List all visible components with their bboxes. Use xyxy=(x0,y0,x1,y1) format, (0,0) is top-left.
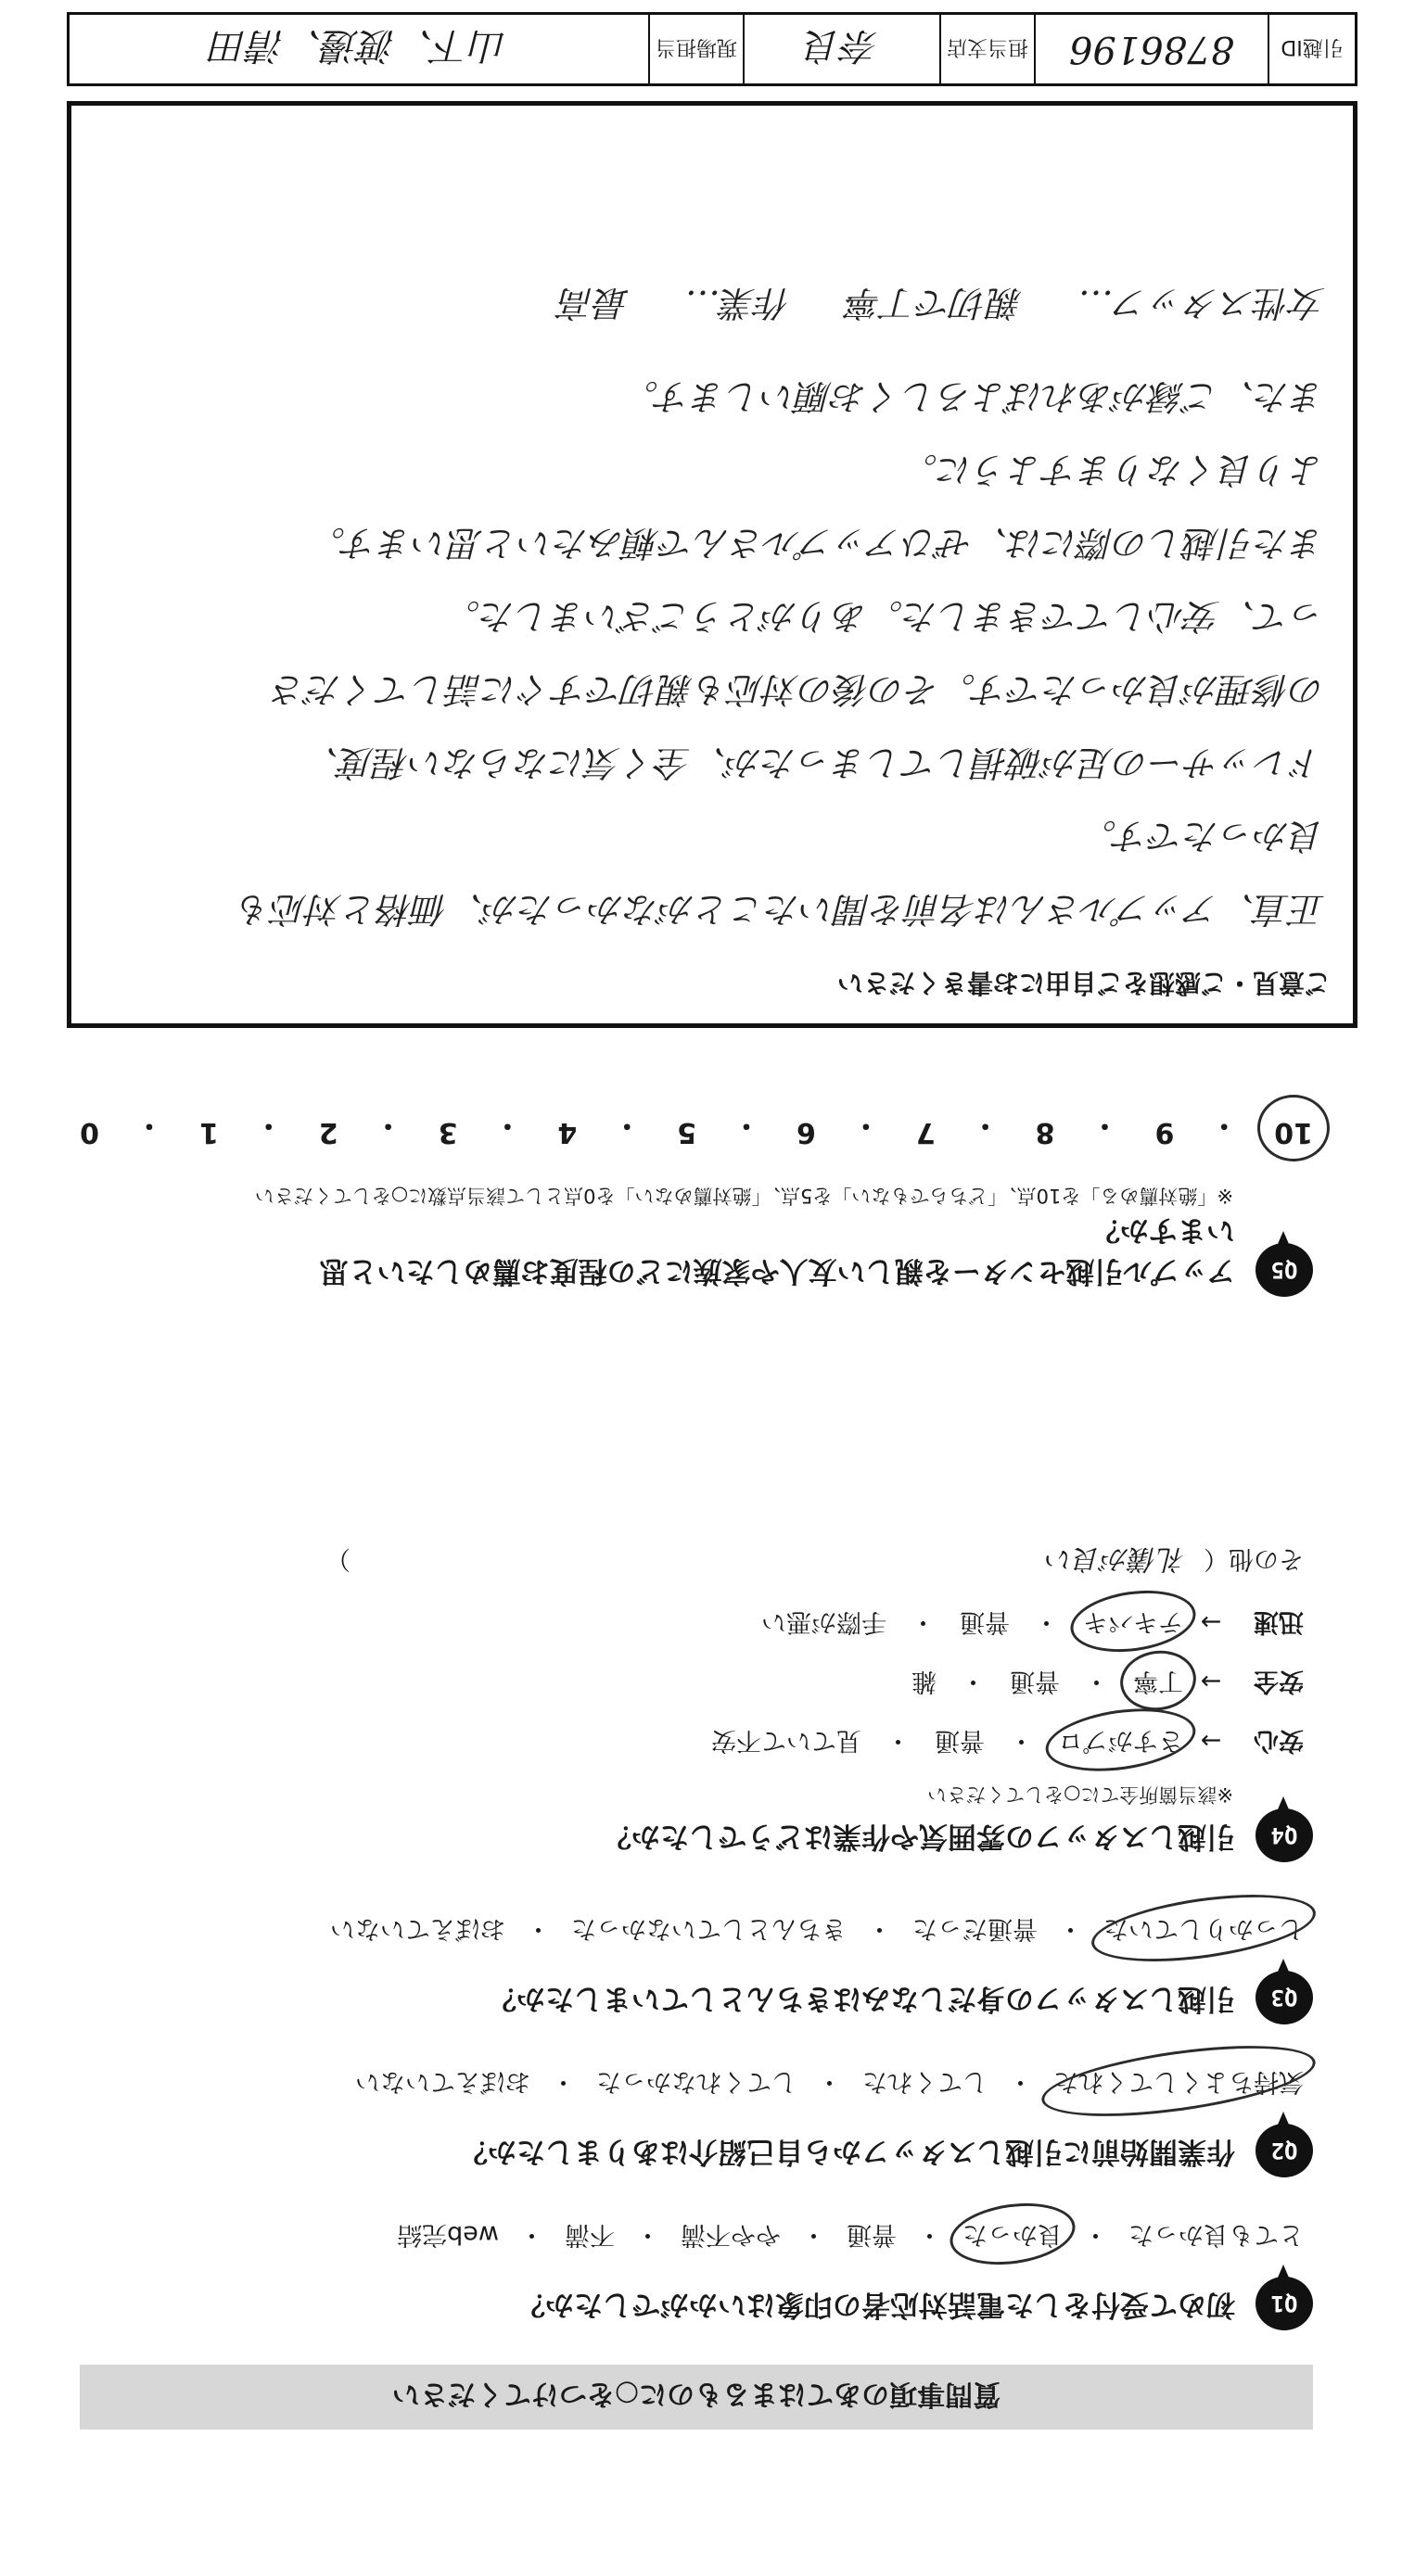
q1-text: 初めて受付をした電話対応者の印象はいかがでしたか？ xyxy=(516,2288,1235,2321)
comment-line: また、ご縁があればよろしくお願いします。 xyxy=(623,376,1325,417)
comment-lines xyxy=(99,360,1325,945)
q4-row-label: 安心 xyxy=(1254,1726,1304,1755)
q4-row-label: 迅速 xyxy=(1254,1607,1304,1636)
option-separator: ・ xyxy=(519,2220,544,2249)
q4-row xyxy=(108,1662,1304,1699)
q4-row-label: 安全 xyxy=(1254,1667,1304,1695)
option-separator: ・ xyxy=(867,1914,892,1943)
option-item: テキパキ xyxy=(1083,1603,1183,1640)
question-q1 xyxy=(108,2215,1313,2330)
option-item: web完結 xyxy=(397,2220,499,2249)
comment-signoff-item: 親切で丁寧 xyxy=(846,283,1023,324)
q4-text: 引越しスタッフの雰囲気や作業はどうでしたか？ xyxy=(603,1820,1235,1853)
option-separator: ・ xyxy=(1034,1607,1059,1636)
scale-value: 9 xyxy=(1154,1116,1175,1148)
scale-value: 3 xyxy=(438,1116,458,1148)
arrow-icon: → xyxy=(1200,1667,1222,1695)
q1-options xyxy=(108,2215,1304,2252)
option-separator: ・ xyxy=(635,2220,660,2249)
comment-line: また引越しの際には、ぜひアップルさんで頼みたいと思います。 xyxy=(310,523,1325,564)
option-item: 不満 xyxy=(565,2220,615,2249)
option-separator: ・ xyxy=(886,1726,911,1755)
scale-separator: ・ xyxy=(254,1109,283,1141)
option-separator: ・ xyxy=(961,1667,986,1695)
q4-row xyxy=(108,1721,1304,1758)
option-item: 普通 xyxy=(1010,1667,1060,1695)
question-q2 xyxy=(108,2062,1313,2177)
comment-line: 良かったです。 xyxy=(1081,816,1325,857)
comment-signoff-item: 女性スタッフ… xyxy=(1077,283,1325,324)
q2-text: 作業開始前に引越しスタッフから自己紹介はありましたか？ xyxy=(459,2135,1235,2168)
option-item: おぼえていない xyxy=(330,1914,505,1943)
option-item: やや不満 xyxy=(681,2220,781,2249)
option-item: してくれた xyxy=(862,2067,988,2096)
option-separator: ・ xyxy=(1009,1726,1034,1755)
comment-title: ご意見・ご感想をご自由にお書きください xyxy=(836,968,1331,998)
option-item: しっかりしていた xyxy=(1103,1910,1304,1947)
id-label: 引越ID xyxy=(1268,15,1355,83)
q3-text: 引越しスタッフの身だしなみはきちんとしていましたか？ xyxy=(488,1982,1235,2015)
option-item: きちんとしていなかった xyxy=(571,1914,847,1943)
scale-value: 5 xyxy=(677,1116,697,1148)
q4-other xyxy=(108,1540,1304,1577)
q4-rows xyxy=(108,1603,1313,1758)
staff-value: 山下、渡邊、清田 xyxy=(210,24,507,68)
comment-signoff-item: 最高 xyxy=(558,283,630,324)
branch-label: 担当支店 xyxy=(939,15,1034,83)
option-item: 良かった xyxy=(962,2215,1063,2252)
q4-other-label: その他（ xyxy=(1204,1544,1304,1573)
q5-text: アップル引越センターを親しい友人や家族にどの程度お薦めしたいと思いますか？ xyxy=(319,1213,1235,1288)
option-item: 雑 xyxy=(911,1667,937,1695)
option-separator: ・ xyxy=(817,2067,842,2096)
comment-line: より良くなりますように。 xyxy=(901,450,1325,490)
scale-value: 6 xyxy=(797,1116,816,1148)
scale-separator: ・ xyxy=(851,1109,880,1141)
question-q4 xyxy=(108,1540,1313,1862)
scale-separator: ・ xyxy=(374,1109,402,1141)
option-separator: ・ xyxy=(801,2220,826,2249)
branch-value: 奈良 xyxy=(743,15,939,83)
scale-value: 7 xyxy=(915,1116,936,1148)
option-separator: ・ xyxy=(551,2067,576,2096)
option-item: 普通 xyxy=(935,1726,985,1755)
record-table xyxy=(67,12,1357,86)
option-item: 気持ちよくしてくれた xyxy=(1053,2062,1304,2100)
option-separator: ・ xyxy=(1008,2067,1033,2096)
scale-value: 1 xyxy=(198,1116,219,1148)
scale-separator: ・ xyxy=(1210,1109,1239,1141)
option-item: 普通 xyxy=(847,2220,897,2249)
option-item: 丁寧 xyxy=(1133,1662,1183,1699)
q5-scale xyxy=(80,1108,1313,1148)
q2-options xyxy=(108,2062,1304,2100)
option-item: してくれなかった xyxy=(596,2067,797,2096)
q5-note: ※「絶対薦める」を10点、「どちらでもない」を5点、「絶対薦めない」を0点として該当点数に○をしてください xyxy=(254,1185,1233,1207)
scale-value: 0 xyxy=(80,1116,99,1148)
scale-separator: ・ xyxy=(733,1109,761,1141)
scale-value: 2 xyxy=(318,1116,338,1148)
scale-value: 4 xyxy=(557,1116,578,1148)
instruction-banner: 質問事項のあてはまるものに○をつけてください xyxy=(80,2365,1313,2430)
question-q3 xyxy=(108,1910,1313,2024)
staff-label: 現場担当 xyxy=(648,15,743,83)
scale-separator: ・ xyxy=(1090,1109,1119,1141)
comment-signoff-item: 作業… xyxy=(684,283,791,324)
scale-separator: ・ xyxy=(971,1109,1000,1141)
q4-other-close: ） xyxy=(325,1544,350,1573)
option-item: さすがプロ xyxy=(1058,1721,1183,1758)
option-item: 見ていて不安 xyxy=(711,1726,861,1755)
option-item: 普通だった xyxy=(912,1914,1038,1943)
comment-line: 正直、アップルさんは名前を聞いたことがなかったが、価格と対応も xyxy=(236,889,1325,930)
option-separator: ・ xyxy=(1083,2220,1108,2249)
comment-line: ドレッサーの足が破損してしまったが、全く気にならない程度、 xyxy=(303,742,1325,783)
q4-badge: Q4 xyxy=(1255,1808,1313,1862)
option-separator: ・ xyxy=(911,1607,936,1636)
q4-row xyxy=(108,1603,1304,1640)
option-item: おぼえていない xyxy=(355,2067,530,2096)
q4-note: ※該当箇所全てに○をしてください xyxy=(927,1783,1233,1806)
question-q5 xyxy=(108,1182,1313,1297)
q4-other-value: 礼儀が良い xyxy=(1046,1542,1185,1575)
scale-separator: ・ xyxy=(134,1109,163,1141)
q1-badge: Q1 xyxy=(1255,2277,1313,2330)
q2-badge: Q2 xyxy=(1255,2124,1313,2177)
option-separator: ・ xyxy=(1084,1667,1109,1695)
option-separator: ・ xyxy=(1058,1914,1083,1943)
option-item: 普通 xyxy=(960,1607,1010,1636)
option-item: 手際が悪い xyxy=(761,1607,886,1636)
scale-value: 8 xyxy=(1035,1116,1055,1148)
comment-line: の修理が良かったです。その後の対応も親切ですぐに話してくださ xyxy=(271,669,1325,710)
comment-box xyxy=(67,101,1357,1028)
scale-value: 10 xyxy=(1274,1108,1313,1148)
comment-signoff xyxy=(99,266,1325,339)
option-separator: ・ xyxy=(526,1914,551,1943)
option-separator: ・ xyxy=(917,2220,942,2249)
scale-separator: ・ xyxy=(493,1109,522,1141)
q3-badge: Q3 xyxy=(1255,1971,1313,2024)
id-value: 8786196 xyxy=(1034,15,1268,83)
arrow-icon: → xyxy=(1200,1607,1222,1636)
scale-separator: ・ xyxy=(613,1109,642,1141)
arrow-icon: → xyxy=(1200,1726,1222,1755)
comment-line: って、安心してできました。ありがとうございました。 xyxy=(444,596,1325,637)
option-item: とても良かった xyxy=(1128,2220,1304,2249)
q5-badge: Q5 xyxy=(1255,1243,1313,1297)
q3-options xyxy=(108,1910,1304,1947)
